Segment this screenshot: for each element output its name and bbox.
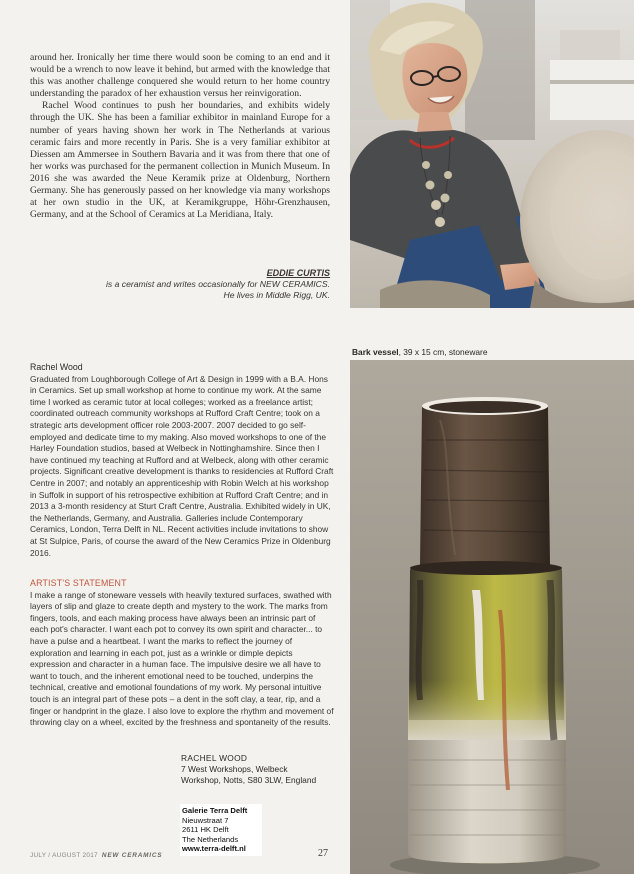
bio-heading: Rachel Wood (30, 362, 83, 372)
address-line-1: 7 West Workshops, Welbeck (181, 764, 288, 774)
artist-photo (350, 0, 634, 308)
gallery-street: Nieuwstraat 7 (182, 815, 229, 825)
vessel-photo (350, 360, 634, 874)
caption-details: , 39 x 15 cm, stoneware (398, 347, 488, 357)
gallery-city: 2611 HK Delft (182, 825, 229, 835)
address-name: RACHEL WOOD (181, 753, 248, 763)
photo-caption (352, 347, 488, 357)
gallery-name: Galerie Terra Delft (182, 806, 248, 815)
byline-bio-line-1: is a ceramist and writes occasionally for NEW CERAMICS. (106, 279, 330, 289)
statement-heading: ARTIST'S STATEMENT (30, 578, 127, 588)
byline-author: EDDIE CURTIS (266, 268, 330, 278)
address-line-2: Workshop, Notts, S80 3LW, England (181, 775, 317, 785)
bio-section (30, 362, 335, 559)
gallery-address (180, 804, 262, 856)
artist-statement (30, 578, 335, 729)
page-number: 27 (318, 848, 328, 859)
gallery-website[interactable]: www.terra-delft.nl (182, 844, 246, 854)
article-paragraph-2: Rachel Wood continues to push her boundaries, and exhibits widely through the UK. She has been a familiar exhibitor in mainland Europe for a number of years having shown her work in The Netherlands at various ceramic fairs and more recently in Paris. She is a very familiar exhibitor at Diessen am Ammersee in Southern Bavaria and it was from there that one of her works was purchased for the permanent collection in Munich Museum. In 2016 she was awarded the Neue Keramik prize at Oldenburg, Northern Germany. She has generously passed on her knowledge via many workshops at her own studio in the UK, at Keramikgruppe, Höhr-Grenzhausen, Germany, and at the School of Ceramics at La Meridiana, Italy. (30, 100, 330, 221)
byline-bio-line-2: He lives in Middle Rigg, UK. (223, 290, 330, 300)
magazine-brand: NEW CERAMICS (101, 852, 163, 859)
article-paragraph-1: around her. Ironically her time there would soon be coming to an end and it would be a wrench to now leave it behind, but armed with the knowledge that this was another challenge conquered she would return to her home country understanding the paradox of her exhaustion versus her reinvigoration. (30, 52, 330, 100)
gallery-country: The Netherlands (182, 834, 239, 844)
issue-date: JULY / AUGUST 2017 (30, 852, 98, 859)
footer-issue (30, 852, 162, 859)
bio-text: Graduated from Loughborough College of Art & Design in 1999 with a B.A. Hons in Ceramics. Set up small workshop at home to continue my work. At the same time I worked as ceramic tutor at local colleges; worked as a freelance artist; coordinated outreach community workshops at Rufford Craft Centre; took on a strategic arts development officer role 2003-2007. 2007 decided to go self-employed and dedicate time to my making. Also moved workshops to one of the Harley Foundation studios, based at Welbeck in Nottinghamshire. Since then I have continued my teaching at Rufford and at Welbeck, along with other ceramic projects. Significant creative development is thanks to residencies at Rufford Craft Centre in 2007; and notably an apprenticeship with Robin Welch at his workshop in Suffolk in support of his retrospective exhibition at Rufford Craft Centre; and in 2013 a 3-month residency at Sturt Craft Centre, Australia. Exhibited widely in UK, the Netherlands, Germany, and Australia. Galleries include Contemporary Ceramics, London, Terra Delft in NL. Recent activities include invitations to show at St Sulpice, Paris, of course the award of the New Ceramics Prize in Oldenburg 2016. (30, 373, 334, 558)
caption-title: Bark vessel (352, 347, 399, 357)
byline (30, 268, 330, 301)
artist-address (181, 753, 341, 786)
article-text (30, 52, 330, 221)
statement-text: I make a range of stoneware vessels with heavily textured surfaces, swathed with layers of slip and glaze to create depth and mystery to the work. The marks from fingers, tools, and each making process have always been an intrinsic part of each pot's character. I want each pot to convey its own spirit and character... to have a pulse and a heartbeat. I want the marks to reflect the journey of exploration and learning in each pot, just as a wrinkle or dimple depicts expression and character in a human face. The impulsive desire we all have to want to touch, and the inherent emotional need to be touched, underpins the technical, creative and emotional foundations of my work. My personal intuitive touch is an integral part of these pots – a dent in the soft clay, a tear, rip, and a finger or handprint in the glaze. I also love to explore the rhythm and movement of throwing clay on a wheel, excited by the freshness and spontaneity of the results. (30, 589, 334, 728)
